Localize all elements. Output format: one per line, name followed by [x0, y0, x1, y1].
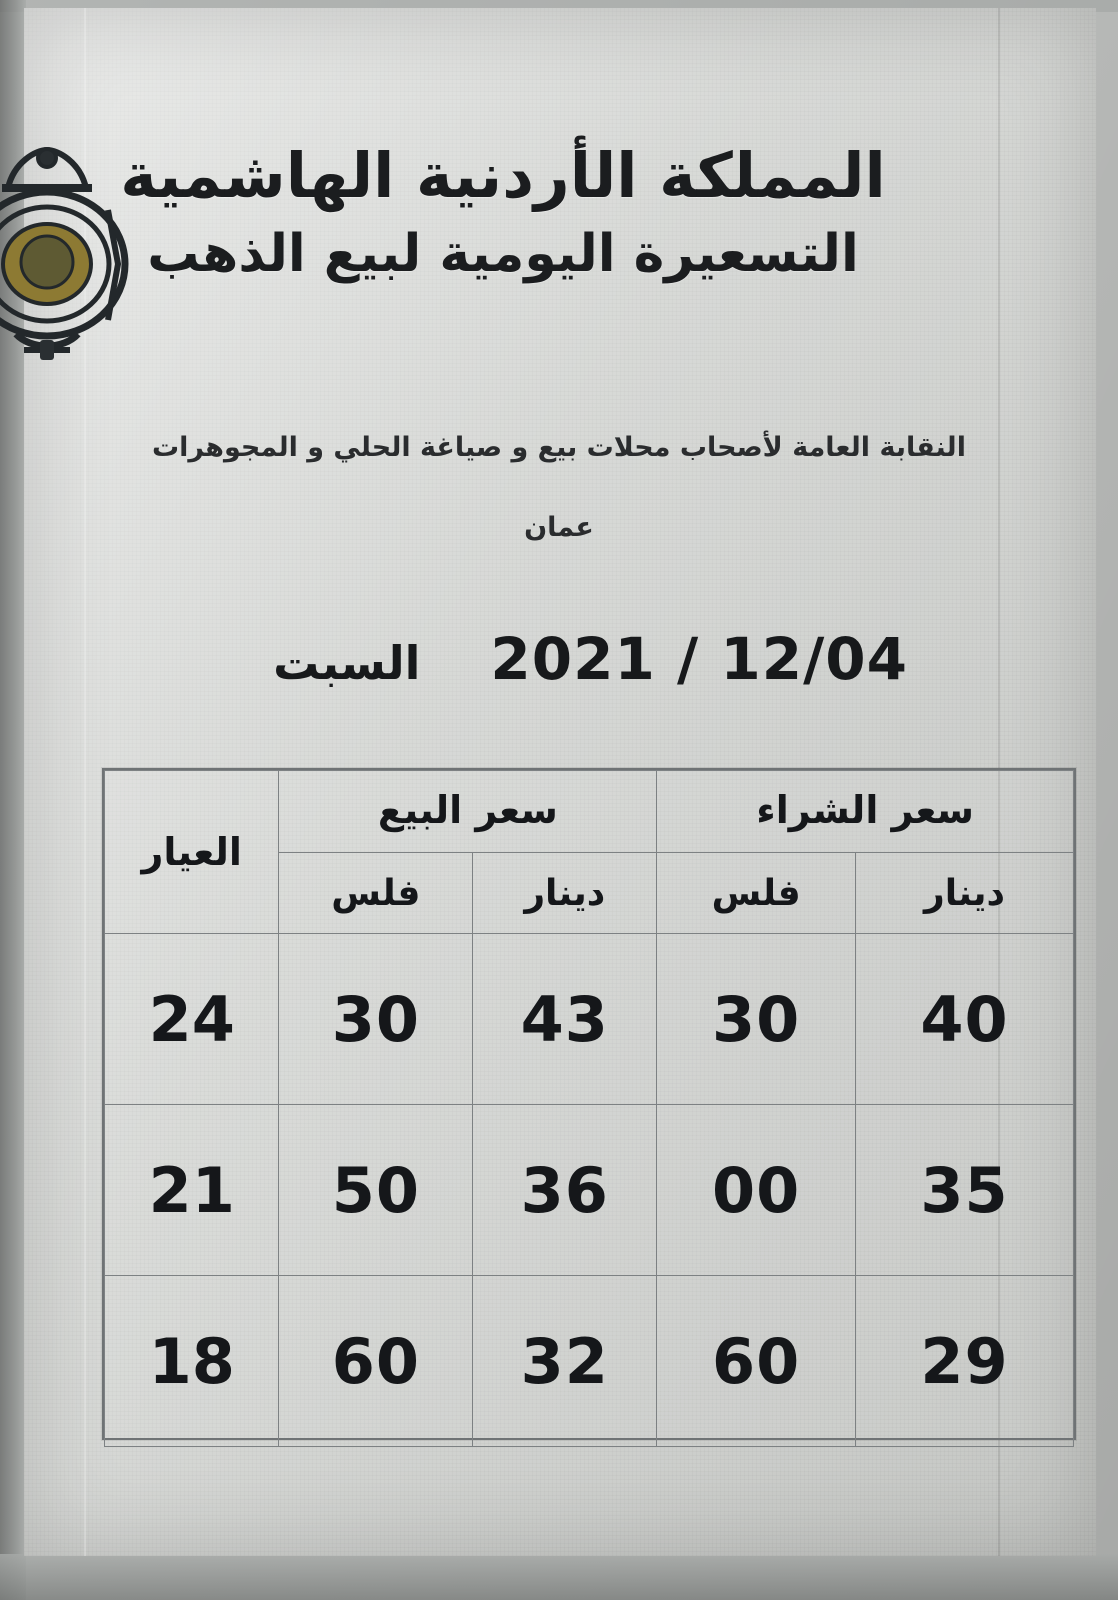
organization-city: عمان [524, 512, 594, 543]
cell-buy-fils: 60 [657, 1276, 856, 1447]
cell-karat: 21 [105, 1105, 279, 1276]
table-row [105, 1105, 1074, 1276]
cell-buy-fils: 30 [657, 934, 856, 1105]
title-block [108, 140, 898, 286]
document-subtitle: التسعيرة اليومية لبيع الذهب [147, 224, 859, 285]
organization-line: النقابة العامة لأصحاب محلات بيع و صياغة الحلي و المجوهرات [152, 432, 966, 463]
header-sell-dinar: دينار [473, 853, 657, 934]
cell-sell-fils: 60 [279, 1276, 473, 1447]
document-header [20, 130, 1098, 390]
cell-buy-fils: 00 [657, 1105, 856, 1276]
cell-sell-fils: 50 [279, 1105, 473, 1276]
cell-sell-dinar: 32 [473, 1276, 657, 1447]
cell-buy-dinar: 35 [855, 1105, 1073, 1276]
header-buy-price: سعر الشراء [657, 771, 1074, 853]
header-buy-dinar: دينار [855, 853, 1073, 934]
cell-sell-fils: 30 [279, 934, 473, 1105]
header-karat: العيار [105, 771, 279, 934]
cell-buy-dinar: 29 [855, 1276, 1073, 1447]
date-weekday: السبت [273, 636, 421, 690]
date-value: 2021 / 12/04 [490, 625, 908, 693]
cell-karat: 18 [105, 1276, 279, 1447]
cell-sell-dinar: 36 [473, 1105, 657, 1276]
cell-sell-dinar: 43 [473, 934, 657, 1105]
header-buy-fils: فلس [657, 853, 856, 934]
cell-buy-dinar: 40 [855, 934, 1073, 1105]
cell-karat: 24 [105, 934, 279, 1105]
table-row [105, 1276, 1074, 1447]
header-sell-price: سعر البيع [279, 771, 657, 853]
table-header-group-row [105, 771, 1074, 853]
header-sell-fils: فلس [279, 853, 473, 934]
table-row [105, 934, 1074, 1105]
photo-edge-bottom [0, 1554, 1118, 1600]
date-row [268, 625, 908, 693]
price-table [102, 768, 1076, 1440]
page-title: المملكة الأردنية الهاشمية [120, 139, 886, 212]
